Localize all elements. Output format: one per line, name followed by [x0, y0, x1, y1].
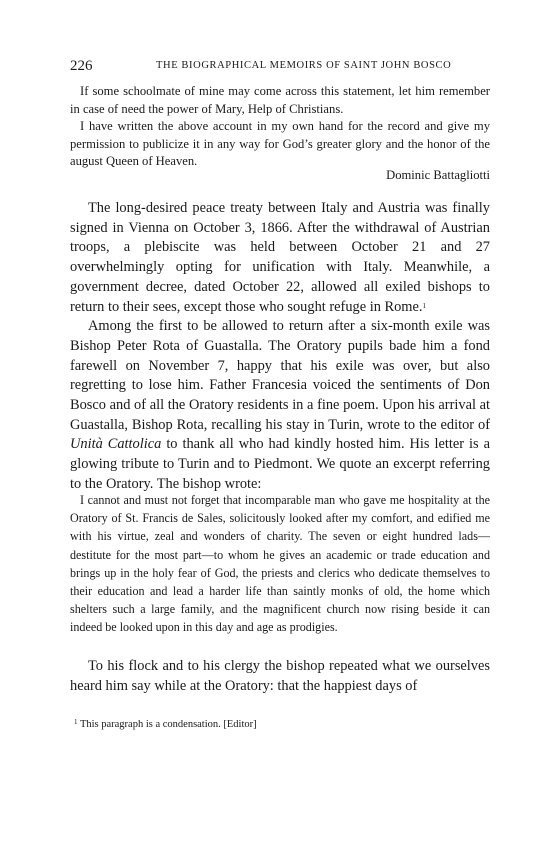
footnote-text: This paragraph is a condensation. [Editor]	[79, 719, 257, 730]
body-text	[70, 199, 490, 495]
body-paragraph	[70, 317, 490, 494]
excerpt-paragraph: I cannot and must not forget that incomparable man who gave me hospitality at the Oratory of St. Francis de Sales, solicitously looked after my comfort, and edified me with his virtue, zeal and wonders of charity. The seven or eight hundred lads—destitute for the most part—to whom he gives an academic or trade education and brings up in the holy fear of God, the priests and clerics who dedicate themselves to their education and lead a harder life than saintly monks of old, the home which shelters such a large family, and the magnificent church now rising beside it can indeed be looked upon in this day and age as prodigies.	[70, 493, 490, 635]
running-head: THE BIOGRAPHICAL MEMOIRS OF SAINT JOHN BOSCO	[156, 60, 452, 71]
footnote-mark: 1	[74, 718, 78, 726]
letter-paragraph: I have written the above account in my own hand for the record and give my permission to publicize it in any way for God’s greater glory and the honor of the august Queen of Heaven.	[70, 119, 490, 169]
footnote-reference: 1	[422, 301, 426, 310]
paragraph-text: Among the first to be allowed to return after a six-month exile was Bishop Peter Rota of Guastalla. The Oratory pupils bade him a fond farewell on November 7, happy that his exile was over, but also regretting to lose him. Father Francesia voiced the sentiments of Don Bosco and of all the Oratory residents in a fine poem. Upon his arrival at Guastalla, Bishop Rota, recalling his stay in Turin, wrote to the editor of	[70, 318, 490, 433]
page-number: 226	[70, 58, 93, 74]
letter-quote	[70, 83, 490, 171]
body-paragraph	[70, 199, 490, 317]
letter-paragraph: If some schoolmate of mine may come across this statement, let him remember in case of need the power of Mary, Help of Christians.	[70, 84, 490, 116]
paragraph-text: to thank all who had kindly hosted him. His letter is a glowing tribute to Turin and to Piedmont. We quote an excerpt referring to the Oratory. The bishop wrote:	[70, 436, 490, 492]
body-paragraph: To his flock and to his clergy the bishop repeated what we ourselves heard him say while at the Oratory: that the happiest days of	[70, 658, 490, 694]
newspaper-title: Unità Cattolica	[70, 436, 162, 453]
bishop-letter-excerpt	[70, 491, 490, 637]
page-header	[70, 58, 490, 76]
paragraph-text: The long-desired peace treaty between Italy and Austria was finally signed in Vienna on October 3, 1866. After the withdrawal of Austrian troops, a plebiscite was held between October 21 and 27 overwhelmingly opting for unification with Italy. Meanwhile, a government decree, dated October 22, allowed all exiled bishops to return to their sees, except those who sought refuge in Rome.	[70, 200, 490, 315]
footnote	[74, 719, 257, 730]
body-text-continued	[70, 657, 490, 696]
letter-signature: Dominic Battagliotti	[386, 168, 490, 182]
